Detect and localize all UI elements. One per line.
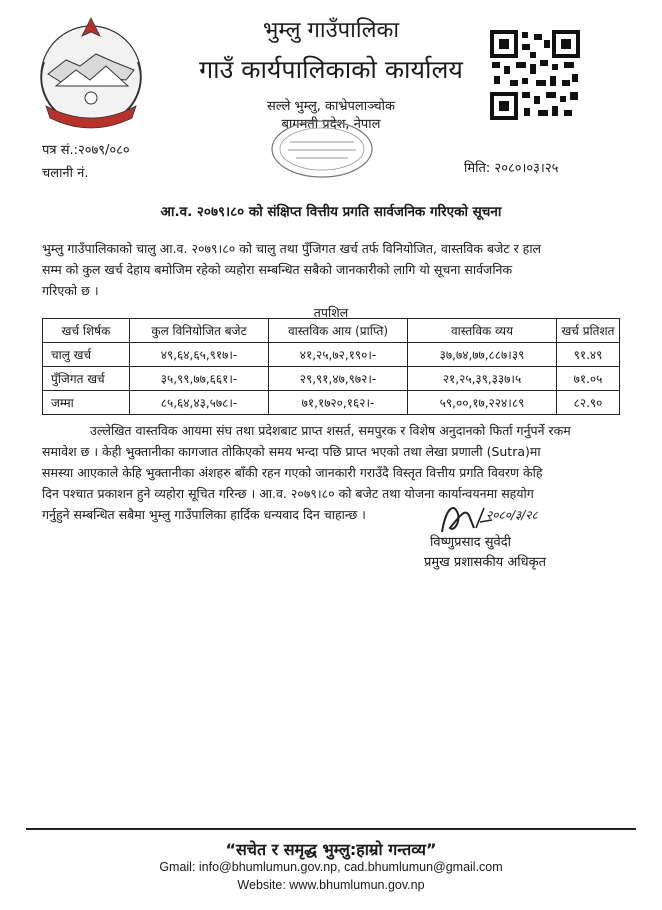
- table-row: [43, 343, 620, 367]
- table-cell: ४९,६४,६५,९१७।-: [130, 343, 269, 367]
- table-cell: पुँजिगत खर्च: [43, 367, 130, 391]
- office-name: गाउँ कार्यपालिकाको कार्यालय: [199, 55, 463, 84]
- table-cell: ३७,७४,७७,८८७।३९: [408, 343, 557, 367]
- table-cell: ७१,१७२०,१६२।-: [269, 391, 408, 415]
- col-header-expense-heading: खर्च शिर्षक: [43, 319, 130, 343]
- paragraph-line: दिन पश्चात प्रकाशन हुने व्यहोरा सूचित गरिन्छ । आ.व. २०७९।८० को बजेट तथा योजना कार्यान्वयनमा सहयोग: [42, 486, 534, 501]
- paragraph-line: भुम्लु गाउँपालिकाको चालु आ.व. २०७९।८० को चालु तथा पुँजिगत खर्च तर्फ विनियोजित, वास्तविक बजेट र हाल: [42, 241, 542, 256]
- address-line-1: सल्ले भुम्लु, काभ्रेपलाञ्चोक: [266, 99, 396, 114]
- paragraph-line: सम्म को कुल खर्च देहाय बमोजिम रहेको व्यहोरा सम्बन्धित सबैको जानकारीको लागि यो सूचना सार्वजनिक: [42, 262, 513, 277]
- letter-number: पत्र सं.:२०७९/०८०: [42, 143, 130, 158]
- paragraph-line: गरिएको छ ।: [42, 283, 99, 298]
- footer-motto: “सचेत र समृद्ध भुम्लु:हाम्रो गन्तव्य”: [225, 840, 437, 859]
- paragraph-line: समावेश छ । केही भुक्तानीका कागजात तोकिएको समय भन्दा पछि प्राप्त भएको तथा लेखा प्रणाली (Sutra)मा: [42, 444, 541, 459]
- table-cell: ८२.९०: [557, 391, 620, 415]
- signatory-name: विष्णुप्रसाद सुवेदी: [430, 535, 512, 550]
- table-cell: जम्मा: [43, 391, 130, 415]
- paragraph-line: उल्लेखित वास्तविक आयमा संघ तथा प्रदेशबाट प्राप्त शसर्त, समपुरक र विशेष अनुदानको फिर्ता गर्नुपर्ने रकम: [90, 423, 571, 438]
- col-header-actual-income: वास्तविक आय (प्राप्ति): [269, 319, 408, 343]
- office-seal-stamp: [268, 118, 376, 180]
- col-header-total-allocated: कुल विनियोजित बजेट: [130, 319, 269, 343]
- table-cell: २९,९१,४७,९७२।-: [269, 367, 408, 391]
- col-header-actual-expense: वास्तविक व्यय: [408, 319, 557, 343]
- table-cell: ३५,९९,७७,६६१।-: [130, 367, 269, 391]
- paragraph-line: समस्या आएकाले केहि भुक्तानीका अंशहरु बाँकी रहन गएको जानकारी गराउँदै विस्तृत वित्तीय प्रगति विवरण केहि: [42, 465, 543, 480]
- address-line-2: बागमती प्रदेश, नेपाल: [281, 117, 381, 132]
- table-cell: चालु खर्च: [43, 343, 130, 367]
- table-cell: ४१,२५,७२,१९०।-: [269, 343, 408, 367]
- col-header-expense-percent: खर्च प्रतिशत: [557, 319, 620, 343]
- paragraph-line: गर्नुहुने सम्बन्धित सबैमा भुम्लु गाउँपालिका हार्दिक धन्यवाद दिन चाहान्छ ।: [42, 507, 366, 522]
- table-row-total: [43, 391, 620, 415]
- table-cell: २१,२५,३९,३३७।५: [408, 367, 557, 391]
- table-cell: ८५,६४,४३,५७८।-: [130, 391, 269, 415]
- notice-subject: आ.व. २०७९।८० को संक्षिप्त वित्तीय प्रगति सार्वजनिक गरिएको सूचना: [160, 204, 502, 220]
- table-cell: ७१.०५: [557, 367, 620, 391]
- table-row: [43, 367, 620, 391]
- signature-date: २०८०/३/२८: [486, 508, 538, 522]
- financial-progress-table: [42, 318, 620, 415]
- qr-code: [490, 30, 580, 120]
- footer-divider: [26, 828, 636, 830]
- letter-date: मिति: २०८०।०३।२५: [464, 161, 559, 176]
- table-cell: ९१.४९: [557, 343, 620, 367]
- intro-paragraph: [42, 238, 622, 301]
- footer-email: Gmail: info@bhumlumun.gov.np, cad.bhumlumun@gmail.com: [159, 860, 503, 874]
- table-header-row: [43, 319, 620, 343]
- footer-website: Website: www.bhumlumun.gov.np: [237, 878, 425, 892]
- table-caption: तपशिल: [313, 305, 349, 320]
- signatory-designation: प्रमुख प्रशासकीय अधिकृत: [424, 555, 547, 570]
- table-cell: ५९,००,१७,२२४।८९: [408, 391, 557, 415]
- dispatch-number: चलानी नं.: [42, 166, 89, 181]
- municipality-name: भुम्लु गाउँपालिका: [262, 18, 400, 43]
